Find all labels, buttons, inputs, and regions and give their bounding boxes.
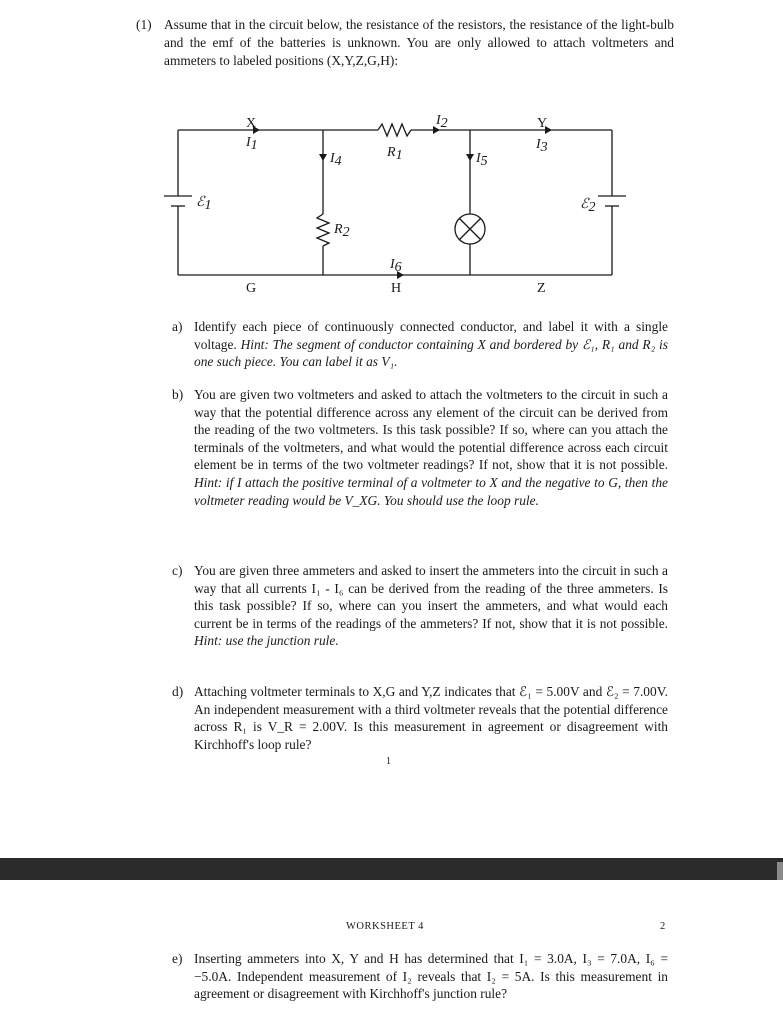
question-a-label: a)	[172, 319, 183, 334]
node-label-x: X	[246, 116, 257, 131]
page-separator-bar	[0, 858, 783, 880]
battery-label-e1: ℰ1	[196, 195, 212, 213]
page-number-1: 1	[386, 756, 391, 767]
question-b-text: You are given two voltmeters and asked to attach the voltmeters to the circuit in such a way that the potential difference across any element of the circuit can be derived from the reading of the two voltmeters. Is this task possible? If so, where can you attach the terminals of the voltmeters, and what would the potential difference across each circuit element be in terms of the two voltmeter readings? If not, show that it is not possible.	[194, 387, 668, 473]
question-c-label: c)	[172, 563, 183, 578]
current-label-i1: I1	[246, 135, 258, 153]
question-b	[172, 386, 668, 509]
problem-number: (1)	[136, 17, 152, 32]
question-a-hint: Hint: The segment of conductor containing X and bordered by ℰ₁, R₁ and R₂ is one such piece. You can label it as V₁.	[194, 336, 668, 370]
running-head: WORKSHEET 4	[346, 921, 424, 932]
question-a	[172, 318, 668, 371]
question-e-text: Inserting ammeters into X, Y and H has determined that I₁ = 3.0A, I₃ = 7.0A, I₆ = −5.0A. Independent measurement of I₂ reveals that I₂ = 5A. Is this measurement in agreement or disagreement with Kirchhoff's junction rule?	[194, 951, 668, 1002]
question-d-label: d)	[172, 684, 184, 699]
question-b-hint: Hint: if I attach the positive terminal of a voltmeter to X and the negative to G, then the voltmeter reading would be V_XG. You should use the loop rule.	[194, 474, 668, 508]
question-e-label: e)	[172, 951, 183, 966]
arrow-i4	[319, 154, 327, 161]
node-label-g: G	[246, 281, 257, 296]
page-number-2: 2	[660, 921, 666, 932]
current-label-i3: I3	[536, 137, 548, 155]
question-a-text: Identify each piece of continuously connected conductor, and label it with a single voltage.	[194, 319, 668, 352]
current-label-i2: I2	[436, 113, 448, 131]
problem-intro	[136, 16, 674, 70]
circuit-diagram	[150, 110, 640, 300]
current-label-i6: I6	[390, 257, 402, 275]
question-e	[172, 950, 668, 1003]
scrollbar-thumb[interactable]	[777, 862, 783, 880]
battery-label-e2: ℰ2	[580, 197, 596, 215]
question-d-text: Attaching voltmeter terminals to X,G and Y,Z indicates that ℰ₁ = 5.00V and ℰ₂ = 7.00V. An independent measurement with a third voltmeter reveals that the potential difference across R₁ is V_R = 2.00V. Is this measurement in agreement or disagreement with Kirchhoff's loop rule?	[194, 684, 668, 752]
question-c-text: You are given three ammeters and asked to insert the ammeters into the circuit in such a way that all currents I₁ - I₆ can be derived from the reading of the three ammeters. Is this task possible? If so, where can you insert the ammeters, and what would each current be in terms of the readings of the ammeters? If not, show that it is not possible.	[194, 563, 668, 631]
current-label-i4: I4	[330, 151, 342, 169]
node-label-y: Y	[537, 116, 548, 131]
question-b-label: b)	[172, 387, 184, 402]
question-d	[172, 683, 668, 753]
arrow-i5	[466, 154, 474, 161]
question-c	[172, 562, 668, 650]
node-label-h: H	[391, 281, 402, 296]
resistor-label-r2: R2	[334, 222, 350, 240]
resistor-label-r1: R1	[387, 145, 403, 163]
node-label-z: Z	[537, 281, 546, 296]
current-label-i5: I5	[476, 151, 488, 169]
problem-intro-text: Assume that in the circuit below, the resistance of the resistors, the resistance of the light-bulb and the emf of the batteries is unknown. You are only allowed to attach voltmeters and ammeters to labeled positions (X,Y,Z,G,H):	[164, 17, 674, 68]
question-c-hint: Hint: use the junction rule.	[194, 633, 339, 649]
